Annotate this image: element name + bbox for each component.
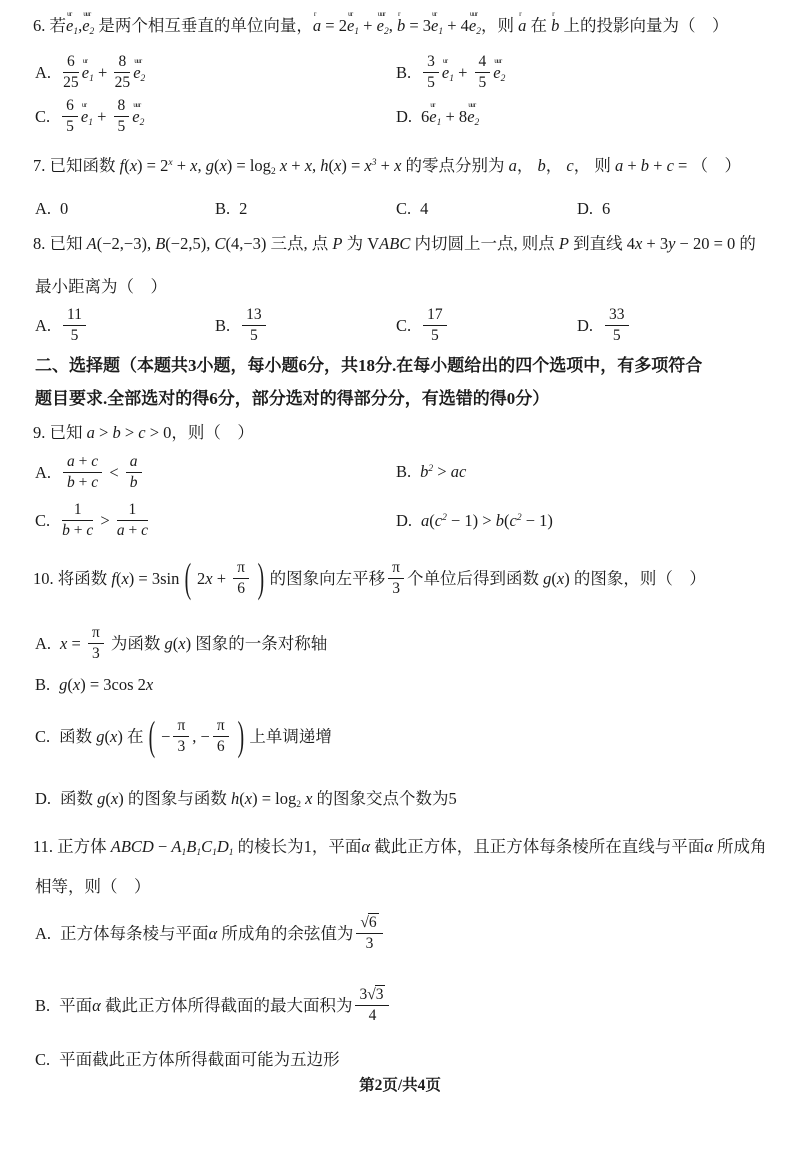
q10-option-a-content: x = $\frac{\pi}{3}$ 为函数 g(x) 图象的一条对称轴 <box>60 624 328 662</box>
fraction: $\frac{\pi}{3}$ <box>173 717 189 756</box>
q7-option-d-content: 6 <box>602 199 611 218</box>
vector-arrow: uur <box>133 100 141 110</box>
fraction: $\frac{\pi}{3}$ <box>388 559 404 598</box>
q7-option-c-content: 4 <box>420 199 429 218</box>
q8-option-a-label: A. <box>35 316 52 336</box>
sqrt-radical: √6 <box>360 914 377 931</box>
q6-stem: 6. 若$e_1$ ur $,e_2$ uur 是两个相互垂直的单位向量，a r = $2e_1$ ur + $e_2$ uur , b r = $3e_1$ ur + $4e_2$ uur ，则 a r 在 b r 上的投影向量为（ ） <box>33 9 729 37</box>
q9-option-a-content: $\frac{a + c}{b + c}$ < $\frac{a}{b}$ <box>60 463 144 482</box>
q10-option-b <box>35 674 153 695</box>
q7-option-d-label: D. <box>577 199 594 218</box>
q10-option-c <box>35 713 332 759</box>
q7-option-b-label: B. <box>215 199 231 218</box>
q10-option-d <box>35 788 457 811</box>
fraction: $\frac{\pi}{6}$ <box>213 717 229 756</box>
q10-option-b-label: B. <box>35 675 51 694</box>
q7-option-a <box>35 198 68 219</box>
q8-option-d-label: D. <box>577 316 594 336</box>
fraction: $\frac{17}{5}$ <box>423 306 447 345</box>
vector-arrow: uur <box>494 56 502 66</box>
q9-option-b-label: B. <box>396 462 412 481</box>
q11-option-c <box>35 1049 340 1070</box>
vector-arrow: r <box>397 9 400 18</box>
q9-option-d-content: $a(c^2 - 1) > b(c^2 - 1)$ <box>421 511 553 530</box>
q9-option-c-content: $\frac{1}{b + c}$ > $\frac{1}{a + c}$ <box>62 501 148 539</box>
q9-option-d-label: D. <box>396 511 413 530</box>
q10-option-c-content: 函数 g(x) 在 ( − $\frac{\pi}{3}$ , − $\frac{\pi}{6}$ ) 上单调递增 <box>59 713 332 759</box>
fraction: $\frac{3√3}{4}$ <box>355 986 389 1025</box>
fraction: $\frac{\pi}{6}$ <box>233 559 249 598</box>
q6-option-b <box>396 55 505 94</box>
fraction: $\frac{1}{b + c}$ <box>62 501 94 539</box>
q10-option-a-label: A. <box>35 634 52 654</box>
q7-option-a-label: A. <box>35 199 52 218</box>
fraction: $\frac{a + c}{b + c}$ <box>63 453 102 492</box>
q10-option-a <box>35 626 327 665</box>
q8-stem-line2: 最小距离为（ ） <box>35 277 167 296</box>
big-paren: ) <box>237 713 244 759</box>
q7-option-c-label: C. <box>396 199 412 218</box>
q6-option-a-content: $\frac{6}{25}$ $e_1$ ur + $\frac{8}{25}$ $e_2$ uur <box>63 53 146 91</box>
q8-option-b <box>215 308 269 347</box>
q8-option-c <box>396 308 450 347</box>
q8-option-d-content <box>602 306 632 344</box>
q8-option-a <box>35 308 89 347</box>
vector-arrow: uur <box>377 9 385 18</box>
q6-option-d <box>396 100 480 129</box>
fraction: $\frac{8}{5}$ <box>114 97 130 136</box>
vector-arrow: uur <box>469 9 477 18</box>
fraction: $\frac{6}{25}$ <box>63 53 79 91</box>
q11-option-b-content: 平面α 截此正方体所得截面的最大面积为 $\frac{3√3}{4}$ <box>59 996 392 1015</box>
vector-arrow: r <box>313 9 316 18</box>
q7-stem: 7. 已知函数 $f(x) = 2^x + x$, $g(x) = \log_2 x + x$, $h(x) = x^3 + x$ 的零点分别为 a， b， c， 则 a + b + c = （ ） <box>33 156 741 177</box>
q9-option-b-content: $b^2$ > ac <box>420 462 467 481</box>
q11-option-a-content: 正方体每条棱与平面α 所成角的余弦值为 $\frac{√6}{3}$ <box>60 924 386 943</box>
q6-option-b-content: $\frac{3}{5}$ $e_1$ ur + $\frac{4}{5}$ $e_2$ uur <box>420 63 505 82</box>
q6-option-c-content: $\frac{6}{5}$ $e_1$ ur + $\frac{8}{5}$ $e_2$ uur <box>59 107 144 126</box>
q8-option-c-content <box>420 306 450 344</box>
q6-option-d-label: D. <box>396 107 413 126</box>
vector-arrow: ur <box>347 9 353 18</box>
big-paren: ( <box>149 713 156 759</box>
q11-option-c-label: C. <box>35 1050 51 1069</box>
q11-stem-line2: 相等，则（ ） <box>35 877 151 896</box>
q11-option-b-label: B. <box>35 996 51 1016</box>
q6-option-b-label: B. <box>396 63 412 83</box>
page-number-footer: 第2页/共4页 <box>359 1077 441 1094</box>
vector-arrow: uur <box>468 100 476 109</box>
q8-stem-line1: 8. 已知 A(−2,−3), B(−2,5), C(4,−3) 三点, 点 P 为 VABC 内切圆上一点, 则点 P 到直线 4x + 3y − 20 = 0 的 <box>33 234 756 253</box>
vector-arrow: r <box>552 9 554 18</box>
section2-header-line1: 二、选择题（本题共3小题，每小题6分，共18分.在每小题给出的四个选项中，有多项符合 <box>35 356 703 375</box>
q8-option-b-label: B. <box>215 316 231 336</box>
vector-arrow: ur <box>432 9 437 18</box>
big-paren: ( <box>184 555 192 601</box>
fraction: $\frac{4}{5}$ <box>475 53 491 92</box>
vector-arrow: ur <box>67 9 72 18</box>
q9-stem: 9. 已知 a > b > c > 0，则（ ） <box>33 423 254 442</box>
fraction: $\frac{8}{25}$ <box>114 53 131 91</box>
q8-option-b-content <box>239 306 269 344</box>
big-paren: ) <box>257 555 265 601</box>
q6-option-a <box>35 55 145 94</box>
q6-option-d-content: $6e_1$ ur + $8e_2$ uur <box>421 100 480 128</box>
q11-option-b <box>35 988 392 1027</box>
fraction: $\frac{3}{5}$ <box>423 53 439 92</box>
q10-option-c-label: C. <box>35 727 51 747</box>
q8-option-a-content <box>60 306 89 344</box>
q8-option-c-label: C. <box>396 316 412 336</box>
fraction: $\frac{11}{5}$ <box>63 306 86 345</box>
fraction: $\frac{13}{5}$ <box>242 306 266 345</box>
q7-option-a-content: 0 <box>60 199 69 218</box>
fraction: $\frac{√6}{3}$ <box>356 914 382 953</box>
q9-option-c <box>35 503 151 542</box>
vector-arrow: uur <box>134 56 142 66</box>
section2-header-line2: 题目要求.全部选对的得6分，部分选对的得部分分，有选错的得0分） <box>35 389 550 408</box>
q10-option-d-label: D. <box>35 789 52 808</box>
vector-arrow: uur <box>83 9 91 18</box>
fraction: $\frac{a}{b}$ <box>126 453 142 492</box>
q6-option-c-label: C. <box>35 107 51 127</box>
vector-arrow: ur <box>442 56 448 66</box>
q10-option-b-content: g(x) = 3cos 2x <box>59 675 154 694</box>
q7-option-b-content: 2 <box>239 199 248 218</box>
q11-option-a <box>35 916 386 955</box>
q7-option-c <box>396 198 428 219</box>
q11-option-c-content: 平面截此正方体所得截面可能为五边形 <box>59 1050 340 1069</box>
q9-option-c-label: C. <box>35 511 51 531</box>
vector-arrow: r <box>519 9 521 18</box>
vector-arrow: ur <box>82 56 88 66</box>
q7-option-d <box>577 198 610 219</box>
q6-option-c <box>35 99 144 138</box>
fraction: $\frac{1}{a + c}$ <box>116 501 148 539</box>
q9-option-a <box>35 455 145 494</box>
q10-option-d-content: 函数 g(x) 的图象与函数 $h(x) = \log_2 x$ 的图象交点个数为5 <box>60 789 457 810</box>
q10-stem: 10. 将函数 f(x) = 3sin ( 2x + $\frac{\pi}{6}$ ) 的图象向左平移 $\frac{\pi}{3}$ 个单位后得到函数 g(x) 的图象，则（ ） <box>33 555 706 601</box>
q6-option-a-label: A. <box>35 63 52 83</box>
vector-arrow: ur <box>81 100 87 110</box>
q11-stem-line1: 11. 正方体 ABCD − $A_1B_1C_1D_1$ 的棱长为1，平面α 截此正方体，且正方体每条棱所在直线与平面α 所成角 <box>33 837 767 858</box>
q8-option-d <box>577 308 632 347</box>
q11-option-a-label: A. <box>35 924 52 944</box>
q9-option-a-label: A. <box>35 463 52 483</box>
vector-arrow: ur <box>430 100 435 109</box>
fraction: $\frac{33}{5}$ <box>605 306 629 345</box>
q9-option-b <box>396 461 466 482</box>
sqrt-radical: √3 <box>367 986 384 1003</box>
q7-option-b <box>215 198 247 219</box>
fraction: $\frac{6}{5}$ <box>62 97 78 136</box>
fraction: $\frac{\pi}{3}$ <box>88 624 104 663</box>
q9-option-d <box>396 510 553 531</box>
